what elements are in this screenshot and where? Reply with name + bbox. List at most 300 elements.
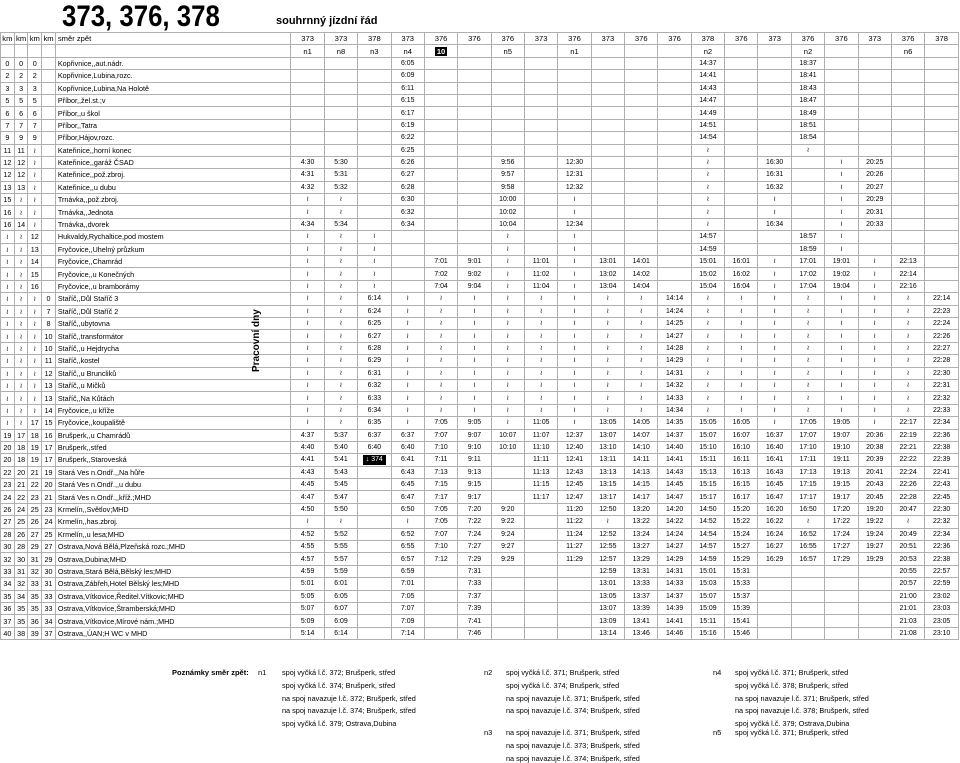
time-cell: 6:50: [391, 503, 424, 515]
time-cell: 23:10: [925, 627, 959, 639]
time-cell: [725, 218, 758, 230]
time-cell: [625, 107, 658, 119]
time-cell: [558, 615, 591, 627]
time-cell: [424, 602, 457, 614]
header-row: [1, 33, 959, 45]
time-cell: ≀: [691, 355, 724, 367]
km-cell: ≀: [1, 293, 15, 305]
time-cell: 6:47: [391, 491, 424, 503]
time-cell: [558, 144, 591, 156]
time-cell: 11:27: [558, 541, 591, 553]
time-cell: [925, 156, 959, 168]
time-cell: [658, 181, 691, 193]
km-cell: 9: [1, 132, 15, 144]
line-number: 373: [291, 33, 324, 45]
time-cell: [725, 107, 758, 119]
time-cell: 15:37: [725, 590, 758, 602]
time-cell: ≀: [391, 379, 424, 391]
km-cell: ≀: [14, 379, 28, 391]
km-cell: 24: [14, 503, 28, 515]
km-cell: 15: [28, 268, 42, 280]
km-cell: [42, 256, 56, 268]
time-cell: [424, 565, 457, 577]
km-cell: ≀: [14, 417, 28, 429]
time-cell: ≀: [324, 417, 357, 429]
notes-label: Poznámky směr zpět:: [172, 668, 249, 677]
km-cell: 34: [42, 615, 56, 627]
line-number: 373: [391, 33, 424, 45]
time-cell: 22:59: [925, 578, 959, 590]
time-cell: ≀: [625, 305, 658, 317]
time-cell: 16:50: [791, 503, 824, 515]
time-cell: ≀: [625, 293, 658, 305]
km-cell: 23: [1, 479, 15, 491]
time-cell: [358, 578, 391, 590]
time-cell: ≀: [291, 379, 324, 391]
time-cell: ≀: [391, 355, 424, 367]
time-cell: [725, 132, 758, 144]
time-cell: 4:40: [291, 441, 324, 453]
note-line: spoj vyčká l.č. 371; Brušperk, střed: [506, 668, 620, 677]
km-cell: 25: [28, 503, 42, 515]
time-cell: 15:05: [691, 417, 724, 429]
line-number: 378: [691, 33, 724, 45]
stop-name: Příbor,,u škol: [55, 107, 291, 119]
km-cell: 12: [28, 231, 42, 243]
note-line: na spoj navazuje l.č. 372; Brušperk, střed: [282, 693, 416, 703]
time-cell: [591, 70, 624, 82]
note-code: n1: [558, 45, 591, 57]
time-cell: ≀: [391, 330, 424, 342]
km-cell: 6: [28, 107, 42, 119]
time-cell: ≀: [358, 268, 391, 280]
time-cell: 20:39: [858, 454, 891, 466]
note-code: n1: [291, 45, 324, 57]
km-cell: ≀: [28, 330, 42, 342]
km-cell: 12: [1, 169, 15, 181]
time-cell: [491, 132, 524, 144]
time-cell: [891, 132, 924, 144]
km-cell: 13: [42, 392, 56, 404]
km-cell: 3: [1, 82, 15, 94]
stop-name: Staříč,,Důl Staříč 2: [55, 305, 291, 317]
table-row: [1, 280, 959, 292]
time-cell: [858, 94, 891, 106]
time-cell: 19:02: [825, 268, 858, 280]
time-cell: 19:10: [825, 441, 858, 453]
time-cell: [658, 156, 691, 168]
time-cell: [358, 627, 391, 639]
time-cell: 15:31: [725, 565, 758, 577]
km-cell: 34: [14, 590, 28, 602]
time-cell: [291, 132, 324, 144]
time-cell: 13:01: [591, 256, 624, 268]
time-cell: [524, 627, 557, 639]
time-cell: 5:41: [324, 454, 357, 466]
timetable-grid: [0, 32, 959, 640]
time-cell: 11:10: [524, 441, 557, 453]
time-cell: 15:41: [725, 615, 758, 627]
time-cell: 22:21: [891, 441, 924, 453]
time-cell: ≀: [825, 317, 858, 329]
time-cell: [458, 231, 491, 243]
km-cell: 0: [28, 57, 42, 69]
time-cell: 12:55: [591, 541, 624, 553]
time-cell: 22:23: [925, 305, 959, 317]
time-cell: [424, 578, 457, 590]
stop-name: Ostrava,,ÚAN;H WC v MHD: [55, 627, 291, 639]
time-cell: [891, 169, 924, 181]
note-code: n3: [358, 45, 391, 57]
stop-name: Staříč,,u Hejdrycha: [55, 342, 291, 354]
time-cell: 14:20: [658, 503, 691, 515]
stop-name: Krmelín,,Světlov;MHD: [55, 503, 291, 515]
km-cell: 22: [1, 466, 15, 478]
time-cell: 6:22: [391, 132, 424, 144]
table-row: [1, 156, 959, 168]
km-cell: 33: [42, 590, 56, 602]
time-cell: 22:22: [891, 454, 924, 466]
km-cell: ≀: [1, 305, 15, 317]
time-cell: ≀: [458, 305, 491, 317]
km-cell: 7: [42, 305, 56, 317]
time-cell: [758, 119, 791, 131]
table-row: [1, 615, 959, 627]
km-cell: ≀: [28, 305, 42, 317]
km-cell: ≀: [1, 342, 15, 354]
table-row: [1, 107, 959, 119]
time-cell: [458, 218, 491, 230]
time-cell: ≀: [491, 280, 524, 292]
time-cell: 5:05: [291, 590, 324, 602]
time-cell: 13:04: [591, 280, 624, 292]
km-cell: 10: [42, 330, 56, 342]
table-row: [1, 565, 959, 577]
time-cell: 15:07: [691, 590, 724, 602]
time-cell: ≀: [558, 355, 591, 367]
time-cell: ≀: [491, 379, 524, 391]
km-cell: [42, 156, 56, 168]
time-cell: 5:57: [324, 553, 357, 565]
stop-name: Krmelín,,u lesa;MHD: [55, 528, 291, 540]
time-cell: 17:10: [791, 441, 824, 453]
time-cell: [925, 194, 959, 206]
km-cell: 3: [28, 82, 42, 94]
km-cell: 7: [14, 119, 28, 131]
time-cell: [891, 144, 924, 156]
time-cell: [424, 156, 457, 168]
km-cell: 17: [14, 429, 28, 441]
time-cell: ≀: [791, 404, 824, 416]
time-cell: ≀: [691, 194, 724, 206]
km-cell: 18: [14, 441, 28, 453]
time-cell: 19:24: [858, 528, 891, 540]
time-cell: ≀: [591, 404, 624, 416]
km-cell: ≀: [1, 404, 15, 416]
time-cell: 15:39: [725, 602, 758, 614]
time-cell: [524, 70, 557, 82]
km-cell: 6: [1, 107, 15, 119]
stop-name: Hukvaldy,Rychaltice,pod mostem: [55, 231, 291, 243]
time-cell: [558, 70, 591, 82]
time-cell: ≀: [758, 256, 791, 268]
time-cell: 14:37: [658, 590, 691, 602]
km-cell: 32: [1, 553, 15, 565]
time-cell: [424, 590, 457, 602]
time-cell: ≀: [458, 293, 491, 305]
time-cell: 6:45: [391, 479, 424, 491]
stop-name: Stará Ves n.Ondř.,,u dubu: [55, 479, 291, 491]
time-cell: 21:01: [891, 602, 924, 614]
time-cell: 12:52: [591, 528, 624, 540]
km-cell: 0: [14, 57, 28, 69]
note-line: spoj vyčká l.č. 371; Brušperk, střed: [735, 728, 849, 737]
time-cell: 16:41: [758, 454, 791, 466]
km-cell: 13: [1, 181, 15, 193]
time-cell: ≀: [524, 392, 557, 404]
time-cell: ≀: [558, 417, 591, 429]
time-cell: [358, 94, 391, 106]
time-cell: [524, 82, 557, 94]
time-cell: ≀: [524, 330, 557, 342]
time-cell: [758, 615, 791, 627]
line-number: 373: [324, 33, 357, 45]
time-cell: [758, 107, 791, 119]
stop-name: Trnávka,,Jednota: [55, 206, 291, 218]
km-cell: 35: [28, 602, 42, 614]
time-cell: 9:05: [458, 417, 491, 429]
time-cell: 13:01: [591, 578, 624, 590]
time-cell: [625, 231, 658, 243]
km-cell: ≀: [28, 367, 42, 379]
time-cell: [891, 94, 924, 106]
time-cell: 12:59: [591, 565, 624, 577]
note-code: n2: [791, 45, 824, 57]
time-cell: [658, 218, 691, 230]
time-cell: 7:02: [424, 268, 457, 280]
note-code: n4: [391, 45, 424, 57]
time-cell: [424, 132, 457, 144]
time-cell: 7:39: [458, 602, 491, 614]
table-row: [1, 293, 959, 305]
time-cell: ≀: [524, 367, 557, 379]
time-cell: [524, 528, 557, 540]
time-cell: ≀: [424, 367, 457, 379]
time-cell: 20:41: [858, 466, 891, 478]
time-cell: 14:27: [658, 541, 691, 553]
time-cell: 14:37: [658, 429, 691, 441]
time-cell: 14:32: [658, 379, 691, 391]
km-cell: 26: [28, 516, 42, 528]
time-cell: ≀: [491, 392, 524, 404]
day-type-label: Pracovní dny: [251, 309, 262, 372]
time-cell: ≀: [858, 317, 891, 329]
time-cell: ≀: [291, 342, 324, 354]
time-cell: ≀: [424, 342, 457, 354]
time-cell: ≀: [291, 280, 324, 292]
time-cell: 22:34: [925, 528, 959, 540]
time-cell: 22:26: [925, 330, 959, 342]
time-cell: 22:57: [925, 565, 959, 577]
time-cell: 20:49: [891, 528, 924, 540]
time-cell: 4:41: [291, 454, 324, 466]
time-cell: 16:05: [725, 417, 758, 429]
note-code: n5: [713, 728, 722, 737]
stop-name: Ostrava,Stará Bělá,Bělský les;MHD: [55, 565, 291, 577]
time-cell: 18:54: [791, 132, 824, 144]
time-cell: ≀: [491, 342, 524, 354]
stop-name: Staříč,,Důl Staříč 3: [55, 293, 291, 305]
km-cell: 20: [14, 466, 28, 478]
time-cell: ≀: [625, 379, 658, 391]
time-cell: 22:34: [925, 417, 959, 429]
km-cell: 28: [1, 528, 15, 540]
time-cell: 17:24: [825, 528, 858, 540]
time-cell: 13:05: [591, 417, 624, 429]
table-row: [1, 392, 959, 404]
time-cell: 6:05: [391, 57, 424, 69]
time-cell: [424, 181, 457, 193]
timetable: [0, 32, 959, 640]
km-cell: 15: [1, 194, 15, 206]
time-cell: [925, 243, 959, 255]
km-cell: 17: [42, 441, 56, 453]
time-cell: 14:39: [658, 602, 691, 614]
time-cell: [658, 256, 691, 268]
direction-header: směr zpět: [55, 33, 291, 45]
km-cell: 21: [42, 491, 56, 503]
time-cell: 18:37: [791, 57, 824, 69]
time-cell: [524, 218, 557, 230]
time-cell: 6:27: [391, 169, 424, 181]
time-cell: 9:07: [458, 429, 491, 441]
km-cell: 35: [14, 602, 28, 614]
time-cell: [524, 541, 557, 553]
time-cell: 16:07: [725, 429, 758, 441]
time-cell: ≀: [358, 231, 391, 243]
km-cell: 5: [28, 94, 42, 106]
note-code: n5: [491, 45, 524, 57]
time-cell: 16:24: [758, 528, 791, 540]
km-cell: [42, 181, 56, 193]
note-code: [925, 45, 959, 57]
time-cell: 4:57: [291, 553, 324, 565]
time-cell: 6:41: [391, 454, 424, 466]
km-cell: 36: [1, 602, 15, 614]
km-cell: 13: [42, 379, 56, 391]
time-cell: [658, 231, 691, 243]
stop-name: Fryčovice,,koupaliště: [55, 417, 291, 429]
time-cell: 17:20: [825, 503, 858, 515]
km-cell: ≀: [28, 194, 42, 206]
time-cell: ≀: [358, 256, 391, 268]
stop-name: Kopřivnice,Lubina,Na Holotě: [55, 82, 291, 94]
note-line: na spoj navazuje l.č. 371; Brušperk, střed: [506, 693, 640, 703]
time-cell: 14:02: [625, 268, 658, 280]
time-cell: 4:55: [291, 541, 324, 553]
time-cell: ≀: [291, 330, 324, 342]
time-cell: ≀: [891, 305, 924, 317]
km-cell: ≀: [14, 392, 28, 404]
time-cell: 14:34: [658, 404, 691, 416]
table-row: [1, 317, 959, 329]
time-cell: 17:11: [791, 454, 824, 466]
time-cell: [491, 454, 524, 466]
time-cell: 14:11: [625, 454, 658, 466]
time-cell: 12:41: [558, 454, 591, 466]
time-cell: ≀: [291, 417, 324, 429]
time-cell: ≀: [691, 181, 724, 193]
time-cell: 9:13: [458, 466, 491, 478]
time-cell: ≀: [758, 404, 791, 416]
time-cell: 19:15: [825, 479, 858, 491]
km-cell: 19: [1, 429, 15, 441]
time-cell: [358, 541, 391, 553]
time-cell: 17:22: [825, 516, 858, 528]
time-cell: 6:24: [358, 305, 391, 317]
time-cell: ≀: [391, 392, 424, 404]
time-cell: 16:34: [758, 218, 791, 230]
time-cell: ≀: [858, 417, 891, 429]
time-cell: [291, 119, 324, 131]
table-row: [1, 528, 959, 540]
time-cell: ≀: [558, 256, 591, 268]
empty-cell: [14, 45, 28, 57]
time-cell: ≀: [391, 404, 424, 416]
km-cell: ≀: [14, 317, 28, 329]
km-cell: ≀: [28, 355, 42, 367]
time-cell: 14:35: [658, 417, 691, 429]
km-cell: 26: [1, 503, 15, 515]
time-cell: [791, 169, 824, 181]
note-code: [524, 45, 557, 57]
time-cell: ≀: [858, 379, 891, 391]
time-cell: 14:24: [658, 528, 691, 540]
time-cell: 14:41: [691, 70, 724, 82]
km-cell: ≀: [28, 392, 42, 404]
time-cell: 19:27: [858, 541, 891, 553]
time-cell: [524, 194, 557, 206]
time-cell: 14:43: [691, 82, 724, 94]
time-cell: ≀: [424, 330, 457, 342]
time-cell: ≀: [558, 206, 591, 218]
time-cell: 18:41: [791, 70, 824, 82]
time-cell: 22:24: [891, 466, 924, 478]
time-cell: ≀: [291, 256, 324, 268]
time-cell: 6:09: [324, 615, 357, 627]
time-cell: ≀: [758, 268, 791, 280]
time-cell: 22:19: [891, 429, 924, 441]
time-cell: ≀: [858, 342, 891, 354]
time-cell: [591, 144, 624, 156]
time-cell: ≀: [424, 392, 457, 404]
time-cell: [358, 503, 391, 515]
time-cell: [358, 491, 391, 503]
time-cell: 7:20: [458, 503, 491, 515]
km-cell: 21: [28, 466, 42, 478]
time-cell: 4:30: [291, 156, 324, 168]
time-cell: 5:43: [324, 466, 357, 478]
time-cell: 22:39: [925, 454, 959, 466]
time-cell: 22:38: [925, 441, 959, 453]
time-cell: [291, 57, 324, 69]
note-code: n4: [713, 668, 722, 677]
km-cell: [42, 107, 56, 119]
note-code: n3: [484, 728, 493, 737]
time-cell: ≀: [791, 330, 824, 342]
line-number: 376: [424, 33, 457, 45]
km-cell: 30: [1, 541, 15, 553]
